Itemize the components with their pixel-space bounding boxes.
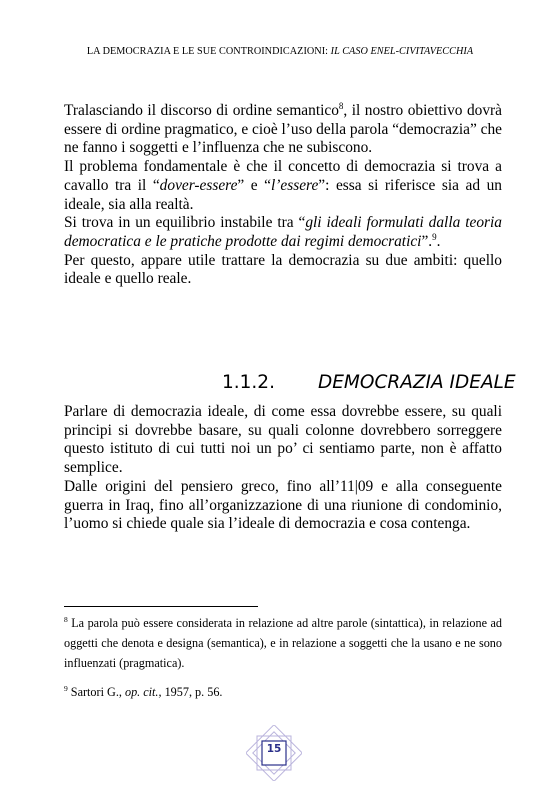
paragraph-2 xyxy=(64,158,502,214)
paragraph-2-text-a: Il problema fondamentale è che il concetto di democrazia si trova a cavallo tra il “ xyxy=(64,158,502,194)
paragraph-3-quote: gli ideali formulati dalla teoria democratica e le pratiche prodotte dai regimi democratici xyxy=(64,214,502,250)
footnote-9 xyxy=(64,682,502,702)
paragraph-1-text-a: Tralasciando il discorso di ordine semantico xyxy=(64,102,339,119)
footnote-ref-9[interactable]: 9 xyxy=(432,231,437,242)
footnote-8-number: 8 xyxy=(64,615,68,624)
footnote-9-number: 9 xyxy=(64,684,68,693)
running-header-prefix: LA DEMOCRAZIA E LE SUE CONTROINDICAZIONI: xyxy=(86,46,331,57)
footnotes xyxy=(64,613,502,702)
footnote-8-text: La parola può essere considerata in relazione ad altre parole (sintattica), in relazione ad oggetti che denota e designa (semantica), e in relazione a soggetti che la usano e ne sono influenzati (pragmatica). xyxy=(64,616,502,670)
paragraph-2-italic-1: dover-essere xyxy=(159,176,238,194)
paragraph-3-text-c: . xyxy=(436,232,441,250)
section-title: DEMOCRAZIA IDEALE xyxy=(318,372,516,393)
paragraph-4: Per questo, appare utile trattare la democrazia su due ambiti: quello ideale e quello reale. xyxy=(64,251,502,288)
paragraph-3-text-a: Si trova in un equilibrio instabile tra “ xyxy=(64,214,306,232)
paragraph-1-text-b: , il nostro obiettivo dovrà essere di ordine pragmatico, e cioè l’uso della parola “democrazia” che ne fanno i soggetti e l’influenza che ne subiscono. xyxy=(64,102,502,157)
paragraph-1 xyxy=(64,102,502,158)
footnote-9-text-b: 1957, p. 56. xyxy=(161,685,223,699)
footnote-8 xyxy=(64,613,502,673)
intro-text xyxy=(64,102,502,289)
paragraph-3-text-b: ”. xyxy=(421,232,433,250)
page-number-badge xyxy=(246,725,302,781)
paragraph-6: Dalle origini del pensiero greco, fino all’11|09 e alla conseguente guerra in Iraq, fino all’organizzazione di una riunione di condominio, l’uomo si chiede quale sia l’ideale di democrazia e cosa contenga. xyxy=(64,477,502,533)
running-header xyxy=(0,46,560,57)
footnote-separator xyxy=(64,606,258,607)
page-number: 15 xyxy=(266,743,282,755)
paragraph-5: Parlare di democrazia ideale, di come essa dovrebbe essere, su quali principi si dovrebbe basare, su quali colonne dovrebbero sorreggere questo istituto di cui tutti noi un po’ ci sentiamo parte, non è affatto semplice. xyxy=(64,403,502,477)
paragraph-2-italic-2: l’essere xyxy=(271,176,319,194)
paragraph-3 xyxy=(64,214,502,251)
paragraph-2-text-b: ” e “ xyxy=(237,176,271,194)
section-heading xyxy=(64,372,516,402)
section-number: 1.1.2. xyxy=(222,372,275,393)
footnote-9-text-a: Sartori G., xyxy=(67,685,125,699)
paragraph-2-text-c: ”: essa si riferisce sia ad un ideale, sia alla realtà. xyxy=(64,176,502,213)
footnote-ref-8[interactable]: 8 xyxy=(338,101,344,111)
section-text xyxy=(64,403,502,534)
running-header-italic: IL CASO ENEL-CIVITAVECCHIA xyxy=(330,46,474,57)
footnote-9-italic: op. cit., xyxy=(124,685,162,699)
